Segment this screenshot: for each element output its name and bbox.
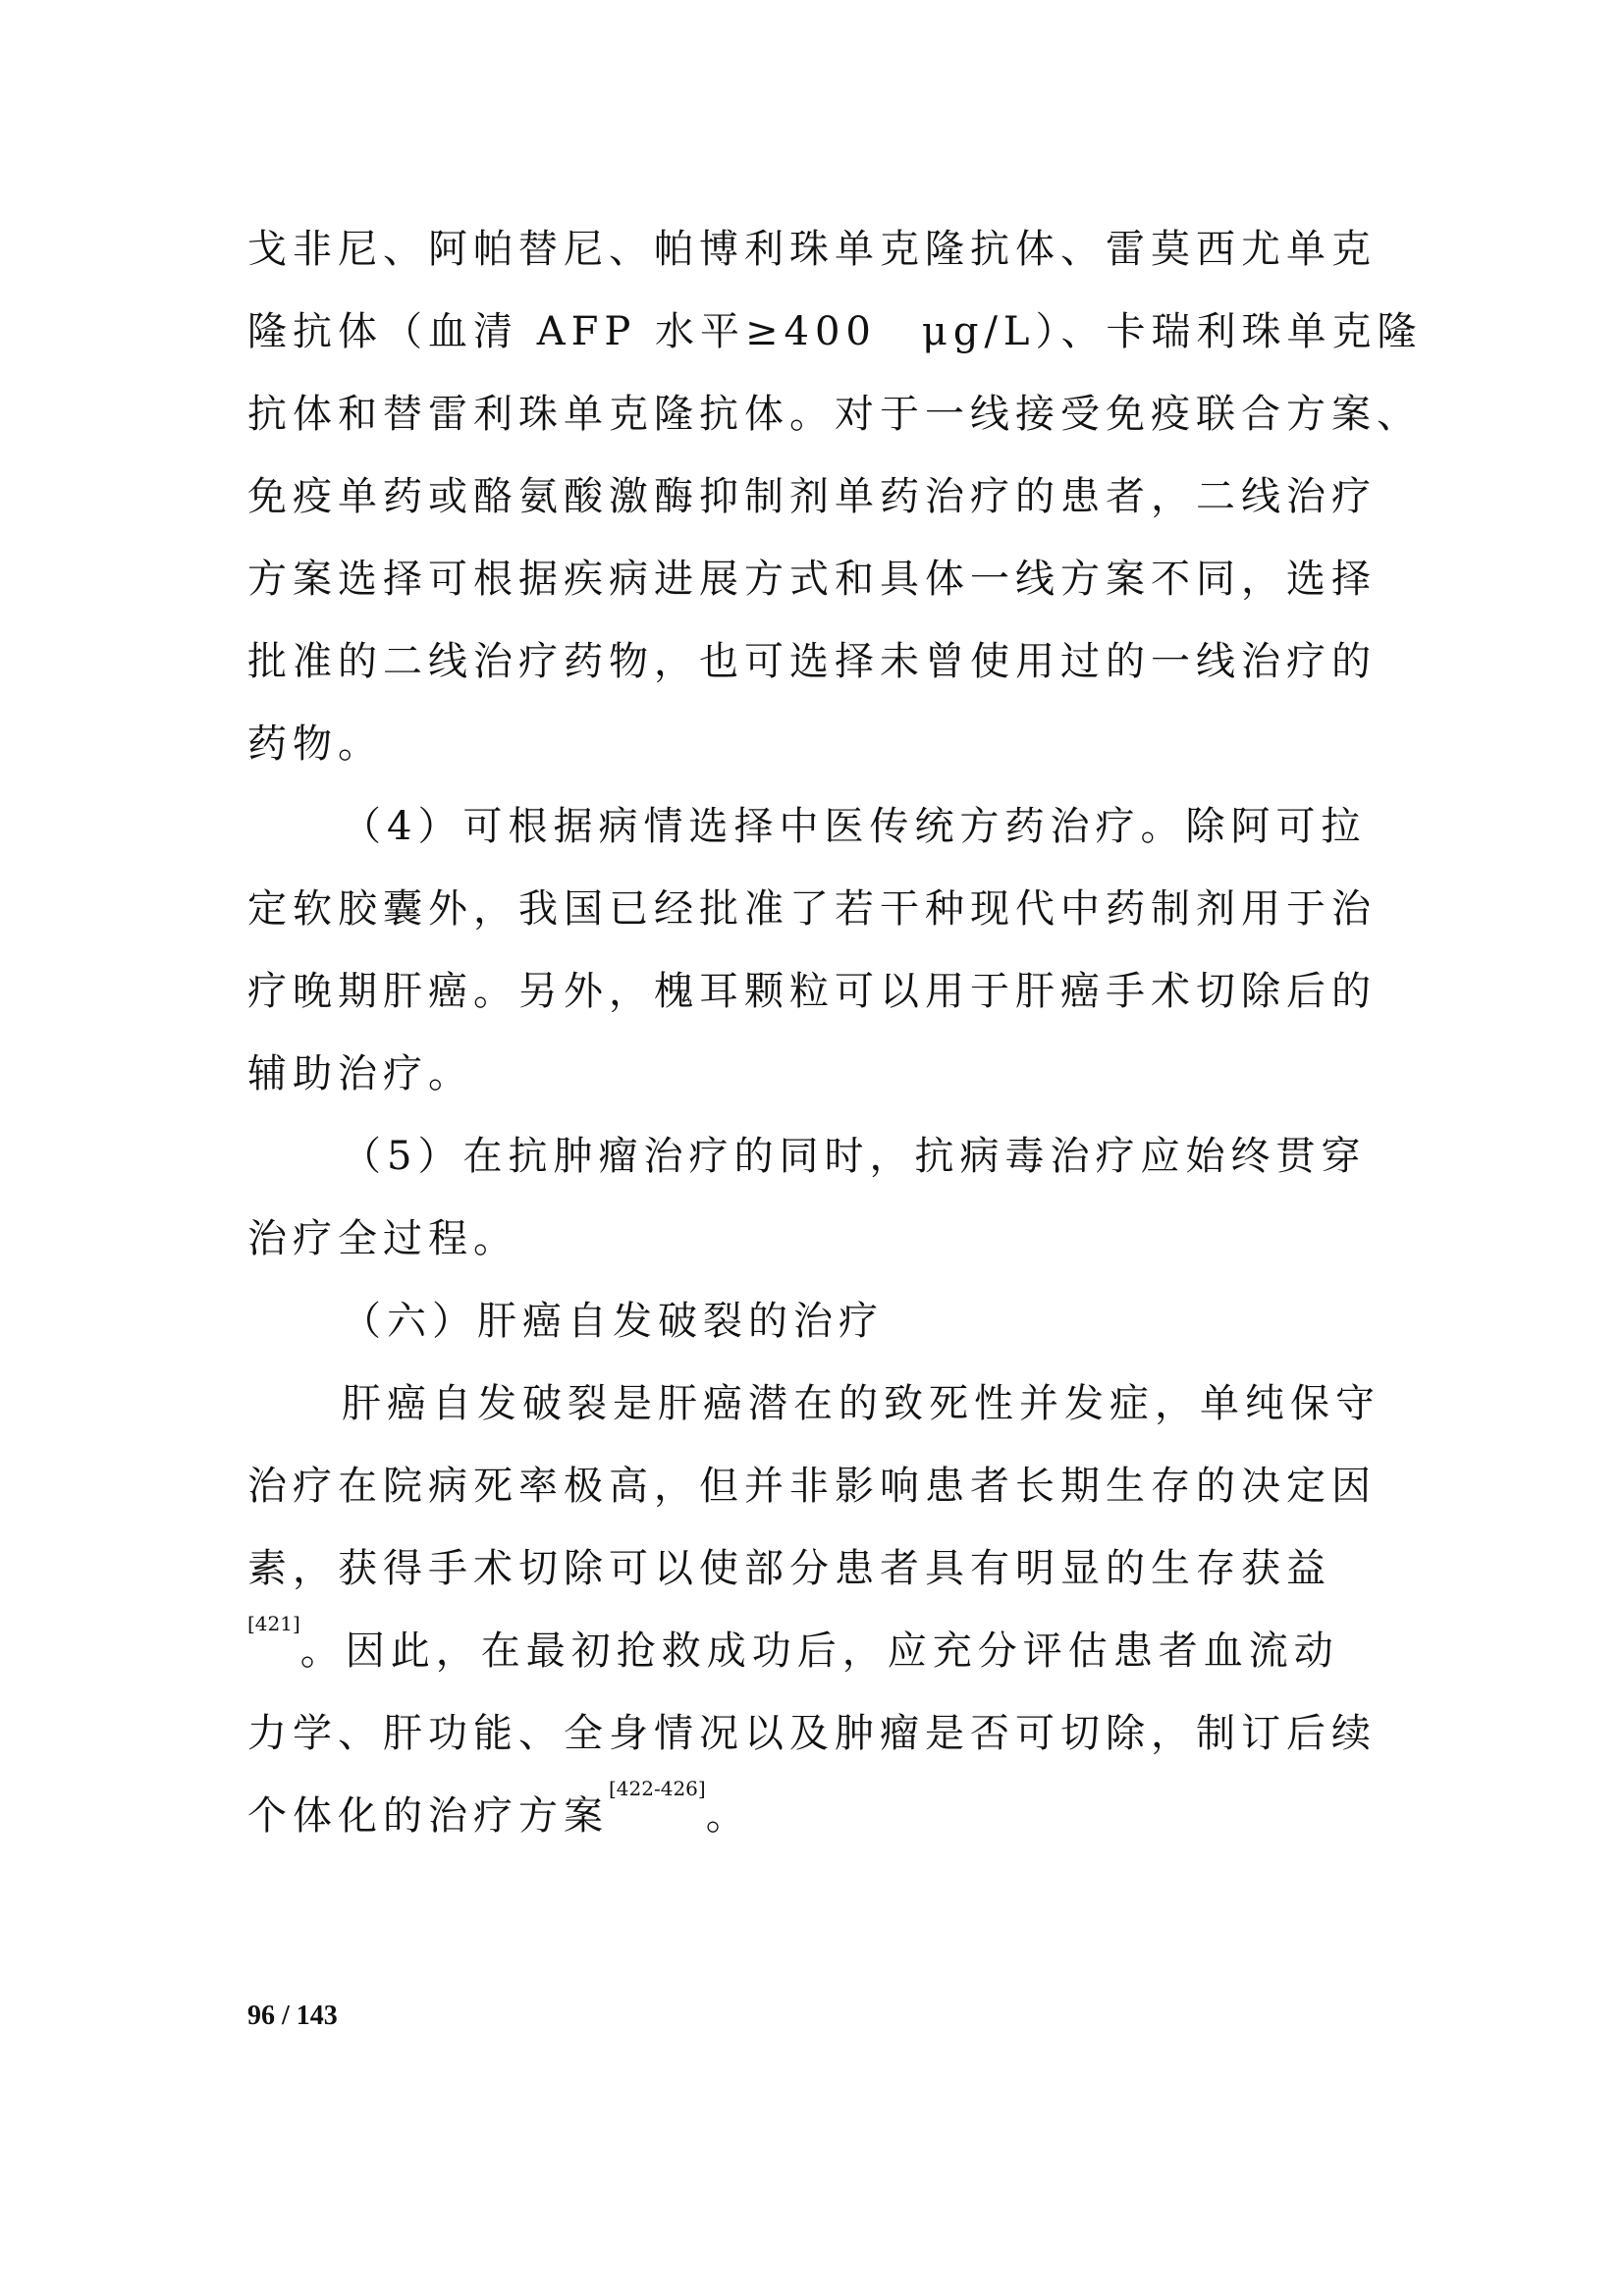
text-line: 力学、肝功能、全身情况以及肿瘤是否可切除，制订后续 bbox=[247, 1711, 1377, 1756]
text-span: 。 bbox=[705, 1793, 751, 1839]
text-span: 。因此，在最初抢救成功后，应充分评估患者血流动 bbox=[299, 1629, 1339, 1674]
text-line: 隆抗体（血清 AFP 水平≥400 μg/L）、卡瑞利珠单克隆 bbox=[247, 309, 1423, 354]
text-line: 辅助治疗。 bbox=[247, 1051, 473, 1096]
paragraph-start: 肝癌自发破裂是肝癌潜在的致死性并发症，单纯保守 bbox=[342, 1381, 1380, 1426]
citation-ref: [421] bbox=[247, 1612, 300, 1635]
citation-ref: [422-426] bbox=[609, 1777, 706, 1800]
text-line: 免疫单药或酪氨酸激酶抑制剂单药治疗的患者，二线治疗 bbox=[247, 474, 1377, 519]
text-line: 抗体和替雷利珠单克隆抗体。对于一线接受免疫联合方案、 bbox=[247, 392, 1422, 437]
text-line bbox=[247, 1610, 1386, 1692]
text-line: 疗晚期肝癌。另外，槐耳颗粒可以用于肝癌手术切除后的 bbox=[247, 969, 1377, 1014]
text-line: 定软胶囊外，我国已经批准了若干种现代中药制剂用于治 bbox=[247, 886, 1377, 932]
text-line: 戈非尼、阿帕替尼、帕博利珠单克隆抗体、雷莫西尤单克 bbox=[247, 227, 1377, 272]
paragraph-item-5: （5）在抗肿瘤治疗的同时，抗病毒治疗应始终贯穿 bbox=[342, 1134, 1367, 1179]
text-line: 素，获得手术切除可以使部分患者具有明显的生存获益 bbox=[247, 1546, 1331, 1591]
text-line: 批准的二线治疗药物，也可选择未曾使用过的一线治疗的 bbox=[247, 639, 1377, 684]
page-number: 96 / 143 bbox=[247, 2001, 338, 2031]
text-line: 治疗在院病死率极高，但并非影响患者长期生存的决定因 bbox=[247, 1464, 1377, 1509]
paragraph-item-4: （4）可根据病情选择中医传统方药治疗。除阿可拉 bbox=[342, 804, 1367, 849]
text-span: 个体化的治疗方案 bbox=[247, 1793, 609, 1839]
text-line: 方案选择可根据疾病进展方式和具体一线方案不同，选择 bbox=[247, 557, 1377, 602]
text-line: 药物。 bbox=[247, 721, 383, 767]
text-line: 治疗全过程。 bbox=[247, 1216, 518, 1261]
text-line bbox=[247, 1775, 1386, 1857]
body-text bbox=[247, 208, 1423, 1857]
section-heading: （六）肝癌自发破裂的治疗 bbox=[342, 1299, 884, 1344]
